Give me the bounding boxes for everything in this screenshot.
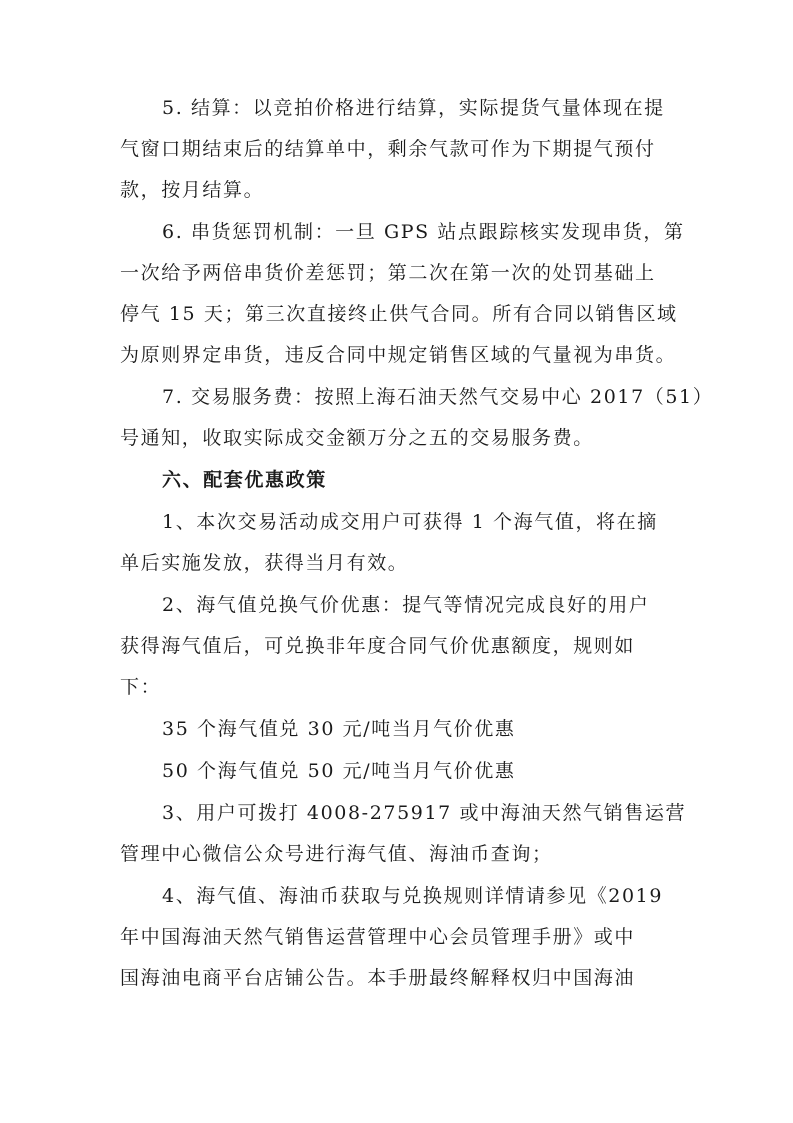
clause-6-line-4: 为原则界定串货，违反合同中规定销售区域的气量视为串货。 <box>120 344 677 366</box>
clause-6-penalty: 6. 串货惩罚机制：一旦 GPS 站点跟踪核实发现串货，第 <box>162 221 685 243</box>
clause-5-settlement: 5. 结算：以竞拍价格进行结算，实际提货气量体现在提 <box>162 97 665 119</box>
clause-7-service-fee: 7. 交易服务费：按照上海石油天然气交易中心 2017（51） <box>162 386 714 408</box>
policy-item-2: 2、海气值兑换气价优惠：提气等情况完成良好的用户 <box>162 594 650 616</box>
policy-item-2-line-3: 下： <box>120 676 162 698</box>
clause-6-line-3: 停气 15 天；第三次直接终止供气合同。所有合同以销售区域 <box>120 303 678 325</box>
policy-item-2-line-2: 获得海气值后，可兑换非年度合同气价优惠额度，规则如 <box>120 635 636 657</box>
policy-item-1-line-2: 单后实施发放，获得当月有效。 <box>120 552 409 574</box>
exchange-rule-1: 35 个海气值兑 30 元/吨当月气价优惠 <box>162 718 516 740</box>
section-heading-6: 六、配套优惠政策 <box>162 469 327 491</box>
policy-item-4: 4、海气值、海油币获取与兑换规则详情请参见《2019 <box>162 885 664 907</box>
clause-7-line-2: 号通知，收取实际成交金额万分之五的交易服务费。 <box>120 427 594 449</box>
clause-6-line-2: 一次给予两倍串货价差惩罚；第二次在第一次的处罚基础上 <box>120 262 656 284</box>
policy-item-1: 1、本次交易活动成交用户可获得 1 个海气值，将在摘 <box>162 511 658 533</box>
exchange-rule-2: 50 个海气值兑 50 元/吨当月气价优惠 <box>162 760 516 782</box>
policy-item-3: 3、用户可拨打 4008-275917 或中海油天然气销售运营 <box>162 802 687 824</box>
policy-item-4-line-3: 国海油电商平台店铺公告。本手册最终解释权归中国海油 <box>120 967 636 989</box>
policy-item-4-line-2: 年中国海油天然气销售运营管理中心会员管理手册》或中 <box>120 926 636 948</box>
clause-5-line-2: 气窗口期结束后的结算单中，剩余气款可作为下期提气预付 <box>120 138 656 160</box>
clause-5-line-3: 款，按月结算。 <box>120 179 265 201</box>
policy-item-3-line-2: 管理中心微信公众号进行海气值、海油币查询； <box>120 843 553 865</box>
